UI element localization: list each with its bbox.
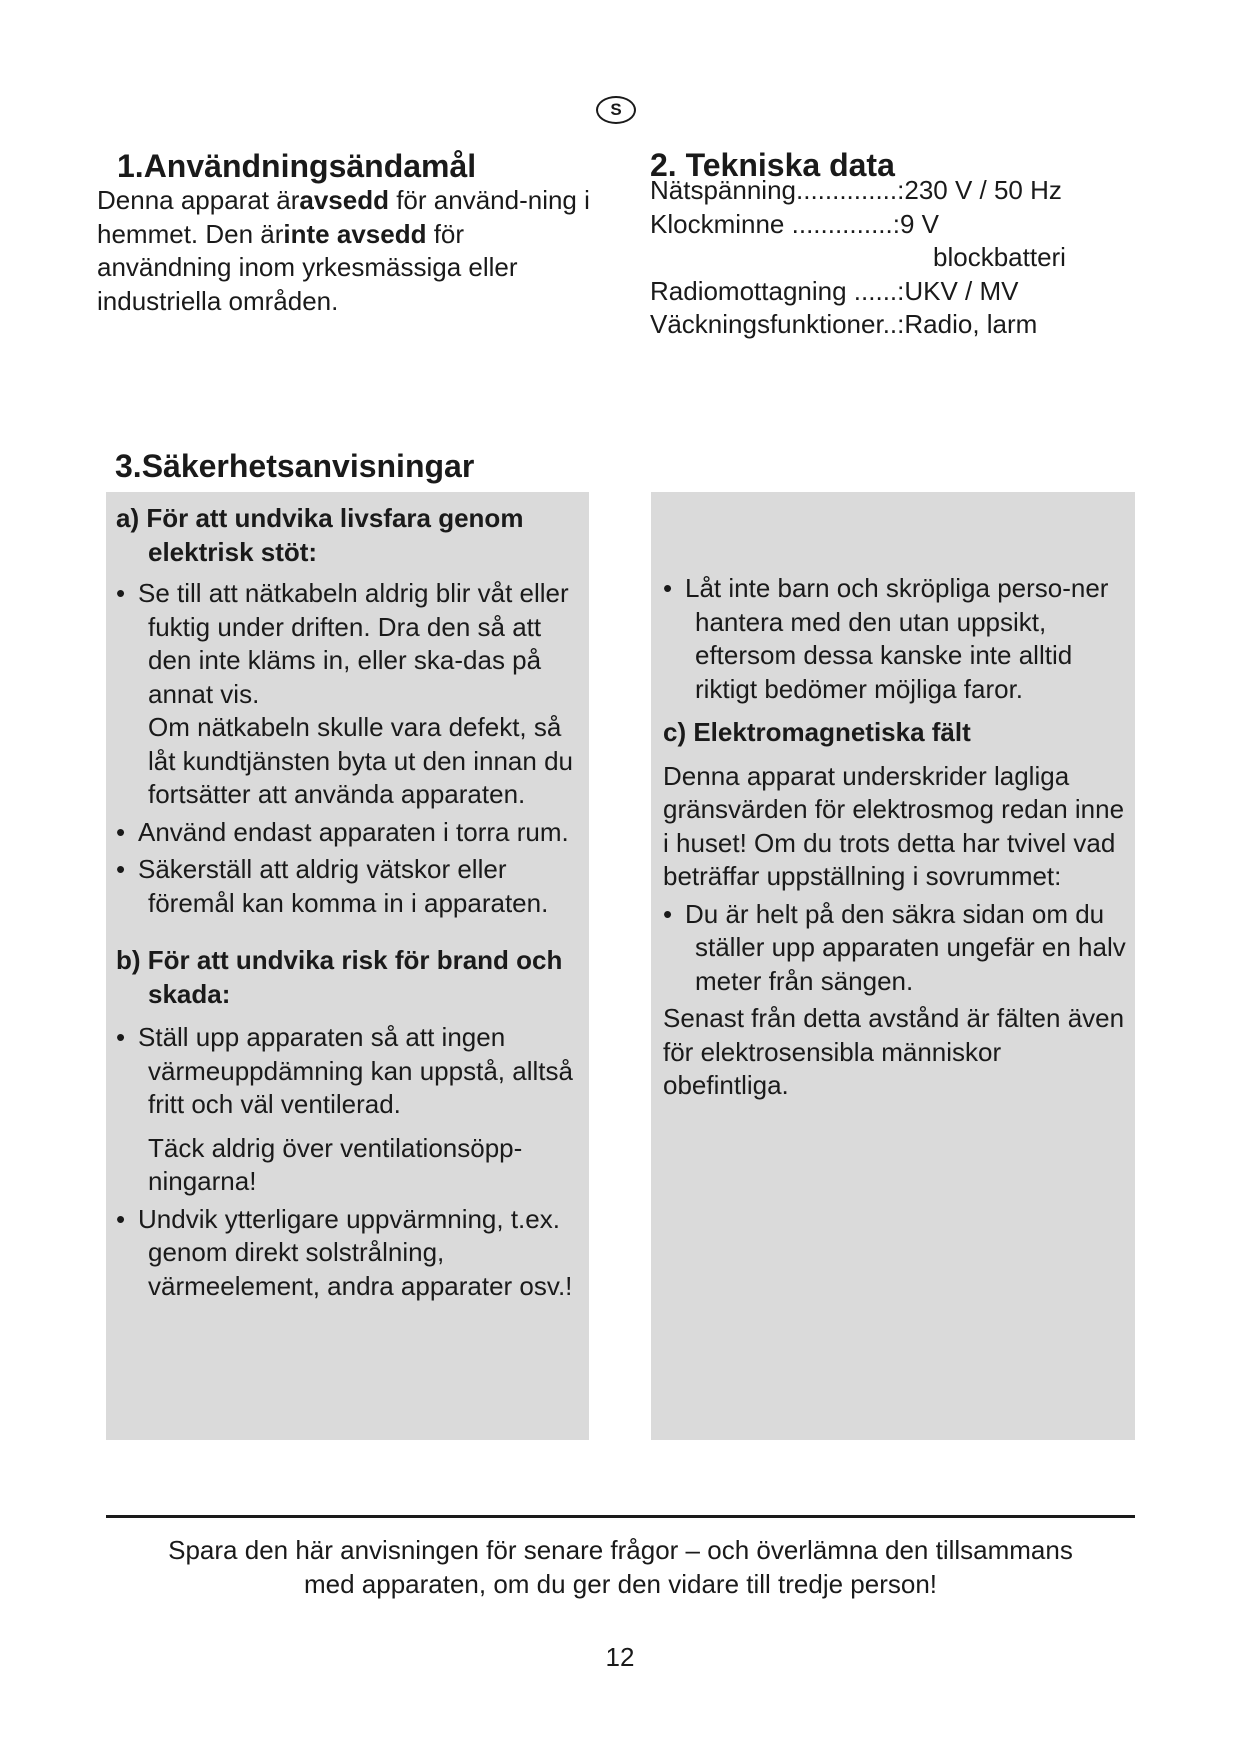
- section1-text-a: Denna apparat är: [97, 185, 300, 215]
- tech-data-table: [650, 174, 1150, 342]
- language-badge: S: [596, 96, 636, 124]
- bullet-icon: •: [663, 573, 673, 603]
- bullet-item: [116, 1203, 579, 1304]
- safety-box-right: [651, 492, 1135, 1440]
- section-technical-data: [650, 148, 1150, 342]
- bullet-text: Ställ upp apparaten så att ingen värmeuppdämning kan uppstå, alltså fritt och väl ventilerad.: [138, 1022, 573, 1119]
- footer-note-line2: med apparaten, om du ger den vidare till tredje person!: [303, 1568, 938, 1599]
- bullet-text: Se till att nätkabeln aldrig blir våt eller fuktig under driften. Dra den så att den inte kläms in, eller ska-das på annat vis.: [138, 578, 569, 709]
- tech-label: Radiomottagning ......:: [650, 275, 905, 306]
- tech-label: Väckningsfunktioner..:: [650, 309, 905, 339]
- safety-box-left: [106, 492, 589, 1440]
- bullet-text: Låt inte barn och skröpliga perso-ner hantera med den utan uppsikt, eftersom dessa kanske inte alltid riktigt bedömer möjliga faror.: [685, 573, 1109, 704]
- tech-row-clock-memory-cont: [650, 241, 1150, 275]
- bullet-icon: •: [116, 578, 126, 608]
- section1-text-b: avsedd: [299, 185, 389, 215]
- bullet-icon: •: [116, 854, 126, 884]
- section1-title: 1.Användningsändamål: [117, 148, 477, 184]
- bullet-item: [116, 853, 579, 920]
- paragraph-emf-limits: Denna apparat underskrider lagliga gränsvärden för elektrosmog redan inne i huset! Om du trots detta har tvivel vad beträffar uppställning i sovrummet:: [663, 760, 1125, 891]
- tech-value: 230 V / 50 Hz: [904, 175, 1062, 205]
- footer-note-line1: Spara den här anvisningen för senare frågor – och överlämna den tillsammans: [168, 1535, 1073, 1565]
- section3-title: 3.Säkerhetsanvisningar: [115, 448, 475, 484]
- tech-row-alarm-functions: [650, 308, 1150, 342]
- tech-row-radio-reception: [650, 275, 1150, 309]
- section1-text-d: inte avsedd: [283, 218, 427, 249]
- bullet-icon: •: [116, 816, 126, 847]
- paragraph-emf-distance: Senast från detta avstånd är fälten även för elektrosensibla människor obefintliga.: [663, 1003, 1125, 1100]
- section1-text: [97, 184, 597, 318]
- footer-divider: [106, 1515, 1135, 1518]
- bullet-item: [663, 572, 1127, 706]
- bullet-item: [116, 816, 579, 850]
- bullet-icon: •: [116, 1022, 126, 1052]
- bullet-item: [116, 577, 579, 711]
- subheading-fire-injury: b) För att undvika risk för brand och skada:: [116, 945, 563, 1009]
- section2-title: 2. Tekniska data: [650, 147, 895, 183]
- tech-value: 9 V: [899, 208, 940, 239]
- bullet-text: Säkerställ att aldrig vätskor eller föremål kan komma in i apparaten.: [138, 854, 549, 918]
- bullet-continuation: Om nätkabeln skulle vara defekt, så låt kundtjänsten byta ut den innan du fortsätter att använda apparaten.: [148, 712, 573, 809]
- bullet-icon: •: [116, 1203, 126, 1234]
- section1-text-c: för använd-ning i hemmet. Den är: [97, 185, 590, 249]
- bullet-item: [116, 1021, 579, 1122]
- subheading-electromagnetic-fields: c) Elektromagnetiska fält: [663, 717, 971, 747]
- tech-row-clock-memory: [650, 208, 1150, 242]
- footer-note: [106, 1534, 1135, 1601]
- bullet-text: Använd endast apparaten i torra rum.: [138, 816, 569, 847]
- section1-text-e: för användning inom yrkesmässiga eller industriella områden.: [97, 218, 518, 316]
- tech-value: UKV / MV: [904, 275, 1019, 306]
- bullet-icon: •: [663, 898, 673, 929]
- bullet-text: Undvik ytterligare uppvärmning, t.ex. genom direkt solstrålning, värmeelement, andra apparater osv.!: [138, 1203, 573, 1301]
- bullet-item: [663, 898, 1127, 999]
- tech-value: Radio, larm: [904, 309, 1038, 339]
- tech-label: Nätspänning..............:: [650, 175, 905, 205]
- tech-label: Klockminne ..............:: [650, 208, 900, 239]
- page-number: 12: [605, 1642, 635, 1672]
- section-intended-use: [97, 148, 597, 318]
- subheading-electric-shock: a) För att undvika livsfara genom elektrisk stöt:: [116, 503, 524, 567]
- tech-row-voltage: [650, 174, 1150, 208]
- bullet-text: Du är helt på den säkra sidan om du ställer upp apparaten ungefär en halv meter från sängen.: [685, 898, 1126, 996]
- bullet-continuation: Täck aldrig över ventilationsöpp-ningarna!: [148, 1132, 523, 1196]
- tech-value: blockbatteri: [933, 242, 1066, 272]
